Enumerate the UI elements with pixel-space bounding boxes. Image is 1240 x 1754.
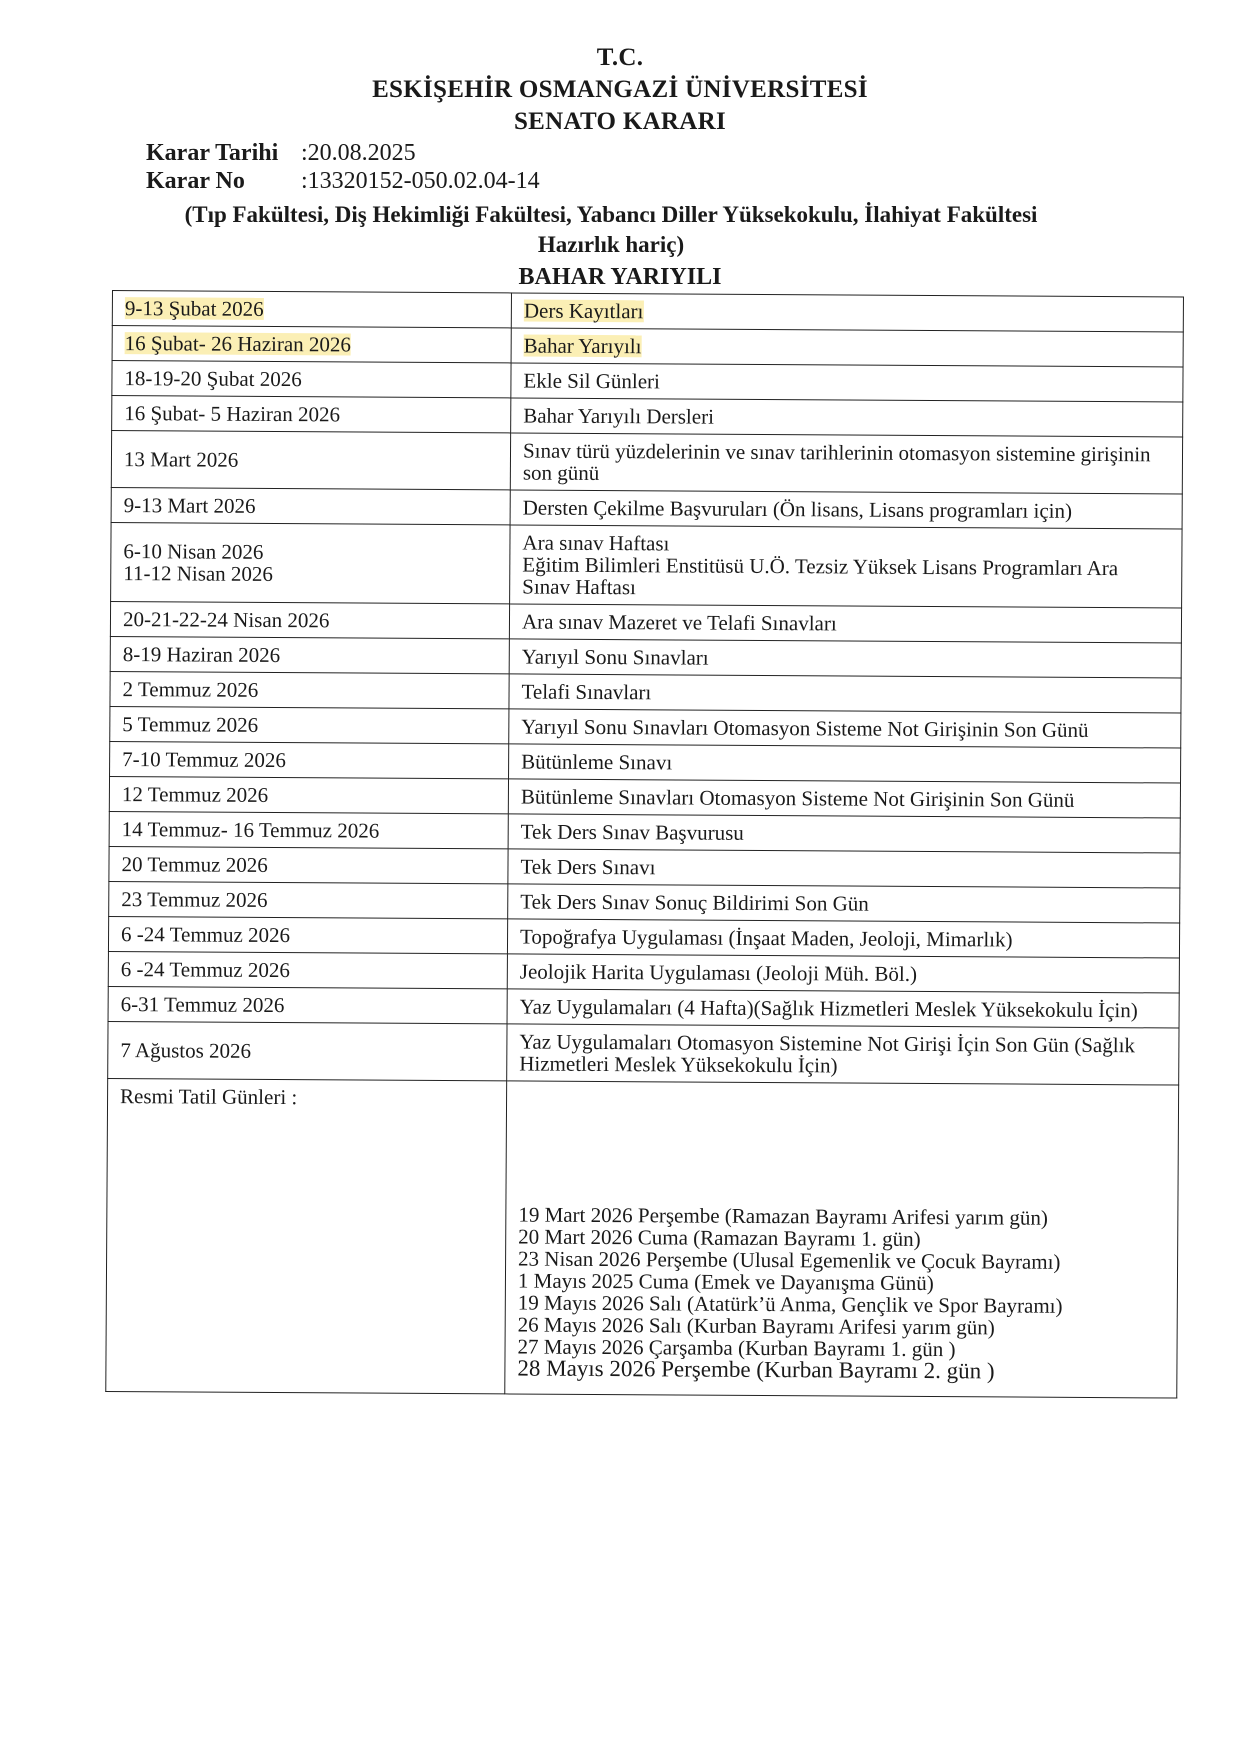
row-event-text: Jeolojik Harita Uygulaması (Jeoloji Müh. Böl.) <box>519 959 918 986</box>
holiday-item: 26 Mayıs 2026 Salı (Kurban Bayramı Arifesi yarım gün) <box>517 1312 995 1340</box>
row-date-text: 23 Temmuz 2026 <box>121 887 268 912</box>
row-event <box>508 779 1180 818</box>
row-date <box>109 846 508 883</box>
row-event-text: Tek Ders Sınav Başvurusu <box>520 819 744 845</box>
row-event <box>511 293 1183 332</box>
row-date <box>110 636 509 673</box>
row-event <box>510 525 1182 608</box>
row-date-text: 7-10 Temmuz 2026 <box>122 747 287 773</box>
row-event-text: Bütünleme Sınavları Otomasyon Sisteme Not Girişinin Son Günü <box>520 784 1075 812</box>
row-event-text: Tek Ders Sınav Sonuç Bildirimi Son Gün <box>520 889 869 916</box>
row-date <box>108 951 507 988</box>
row-event <box>511 398 1183 437</box>
row-event-text-secondary: Eğitim Bilimleri Enstitüsü U.Ö. Tezsiz Yüksek Lisans Programları Ara Sınav Haftası <box>522 552 1119 600</box>
holiday-item: 1 Mayıs 2025 Cuma (Emek ve Dayanışma Günü) <box>517 1268 934 1296</box>
decision-number <box>146 168 540 195</box>
row-date <box>110 706 509 743</box>
row-date-text: 8-19 Haziran 2026 <box>122 642 281 668</box>
row-date <box>109 881 508 918</box>
row-event <box>509 639 1181 678</box>
decision-number-label: Karar No <box>146 168 245 194</box>
row-date <box>112 291 511 328</box>
row-event <box>507 1024 1179 1085</box>
row-date <box>111 431 510 490</box>
row-date <box>112 326 511 363</box>
row-event-text: Yaz Uygulamaları Otomasyon Sistemine Not Girişi İçin Son Gün (Sağlık Hizmetleri Meslek Yüksekokulu İçin) <box>519 1029 1136 1078</box>
row-event-text: Ara sınav Haftası <box>522 530 670 556</box>
header-senate-decision: SENATO KARARI <box>513 108 727 135</box>
row-date <box>110 671 509 708</box>
row-date-text: 16 Şubat- 26 Haziran 2026 <box>124 331 352 357</box>
decision-date-value: :20.08.2025 <box>301 140 416 166</box>
scope-note: (Tıp Fakültesi, Diş Hekimliği Fakültesi, Yabancı Diller Yüksekokulu, İlahiyat Fakültesi Hazırlık hariç) <box>184 202 1038 257</box>
holidays-list <box>505 1081 1179 1398</box>
holiday-item: 19 Mayıs 2026 Salı (Atatürk’ü Anma, Gençlik ve Spor Bayramı) <box>517 1290 1063 1318</box>
table-row <box>111 431 1182 495</box>
row-event <box>507 954 1179 993</box>
row-date-text: 6 -24 Temmuz 2026 <box>120 957 290 983</box>
holiday-item: 28 Mayıs 2026 Perşembe (Kurban Bayramı 2. gün ) <box>517 1355 995 1384</box>
row-event-text: Bahar Yarıyılı <box>523 333 642 359</box>
header-line-tc: T.C. <box>596 44 644 71</box>
row-date-text: 9-13 Mart 2026 <box>123 493 256 518</box>
row-event <box>507 989 1179 1028</box>
holiday-item: 23 Nisan 2026 Perşembe (Ulusal Egemenlik ve Çocuk Bayramı) <box>518 1246 1061 1274</box>
row-event-text: Ekle Sil Günleri <box>523 368 661 394</box>
holiday-item: 19 Mart 2026 Perşembe (Ramazan Bayramı Arifesi yarım gün) <box>518 1202 1048 1230</box>
row-date-text: 2 Temmuz 2026 <box>122 677 259 702</box>
row-date <box>108 916 507 953</box>
holiday-item: 20 Mart 2026 Cuma (Ramazan Bayramı 1. gün) <box>518 1224 921 1251</box>
row-event-text: Yarıyıl Sonu Sınavları Otomasyon Sisteme Not Girişinin Son Günü <box>521 714 1089 742</box>
decision-date-label: Karar Tarihi <box>146 140 279 166</box>
row-event-text: Bütünleme Sınavı <box>521 749 673 775</box>
row-date <box>108 1021 507 1080</box>
row-date-text: 14 Temmuz- 16 Temmuz 2026 <box>121 817 380 843</box>
row-date-text: 20-21-22-24 Nisan 2026 <box>122 607 330 633</box>
row-event <box>509 709 1181 748</box>
decision-date <box>146 140 416 167</box>
holidays-label: Resmi Tatil Günleri : <box>106 1078 507 1393</box>
row-event <box>507 919 1179 958</box>
row-event-text: Telafi Sınavları <box>521 679 652 705</box>
row-date-text: 7 Ağustos 2026 <box>120 1038 252 1063</box>
row-event <box>508 814 1180 853</box>
row-event <box>511 363 1183 402</box>
row-event-text: Ara sınav Mazeret ve Telafi Sınavları <box>521 609 837 636</box>
row-date-text: 9-13 Şubat 2026 <box>124 296 264 321</box>
row-event-text: Topoğrafya Uygulaması (İnşaat Maden, Jeoloji, Mimarlık) <box>519 924 1013 952</box>
row-date <box>111 522 510 603</box>
row-event <box>508 849 1180 888</box>
row-event-text: Ders Kayıtları <box>523 298 644 324</box>
row-date <box>109 776 508 813</box>
row-date <box>110 741 509 778</box>
row-date-text: 6-31 Temmuz 2026 <box>120 992 285 1018</box>
decision-number-value: :13320152-050.02.04-14 <box>301 168 540 194</box>
row-event <box>509 604 1181 643</box>
row-date <box>109 811 508 848</box>
row-event-text: Dersten Çekilme Başvuruları (Ön lisans, Lisans programları için) <box>522 495 1073 523</box>
row-date <box>108 986 507 1023</box>
row-date-text: 13 Mart 2026 <box>123 447 239 472</box>
table-row <box>108 1021 1179 1085</box>
row-event-text: Yaz Uygulamaları (4 Hafta)(Sağlık Hizmetleri Meslek Yüksekokulu İçin) <box>519 994 1138 1023</box>
row-date-text: 16 Şubat- 5 Haziran 2026 <box>124 401 341 427</box>
row-date <box>112 361 511 398</box>
row-date <box>111 487 510 524</box>
row-date-text: 20 Temmuz 2026 <box>121 852 268 877</box>
row-event-text: Sınav türü yüzdelerinin ve sınav tarihlerinin otomasyon sistemine girişinin son günü <box>522 438 1151 485</box>
semester-title: BAHAR YARIYILI <box>518 264 722 290</box>
row-event-text: Bahar Yarıyılı Dersleri <box>523 403 715 429</box>
row-date-text: 12 Temmuz 2026 <box>121 782 269 807</box>
table-row <box>111 522 1182 608</box>
row-event <box>510 490 1182 529</box>
holidays-row <box>106 1078 1179 1398</box>
row-date-text: 6 -24 Temmuz 2026 <box>120 922 291 948</box>
row-date-text: 18-19-20 Şubat 2026 <box>124 366 302 392</box>
row-date-text-secondary: 11-12 Nisan 2026 <box>123 561 274 586</box>
row-event <box>510 433 1182 494</box>
row-event <box>508 884 1180 923</box>
row-event <box>511 328 1183 367</box>
row-date <box>112 396 511 433</box>
holiday-item: 27 Mayıs 2026 Çarşamba (Kurban Bayramı 1. gün ) <box>517 1334 956 1362</box>
row-date-text: 6-10 Nisan 2026 <box>123 539 264 564</box>
row-date <box>110 601 509 638</box>
row-date-text: 5 Temmuz 2026 <box>122 712 259 737</box>
row-event-text: Yarıyıl Sonu Sınavları <box>521 644 709 670</box>
header-university: ESKİŞEHİR OSMANGAZİ ÜNİVERSİTESİ <box>372 76 868 103</box>
row-event <box>509 744 1181 783</box>
academic-calendar-table <box>105 290 1184 1399</box>
row-event-text: Tek Ders Sınavı <box>520 854 656 880</box>
row-event <box>509 674 1181 713</box>
